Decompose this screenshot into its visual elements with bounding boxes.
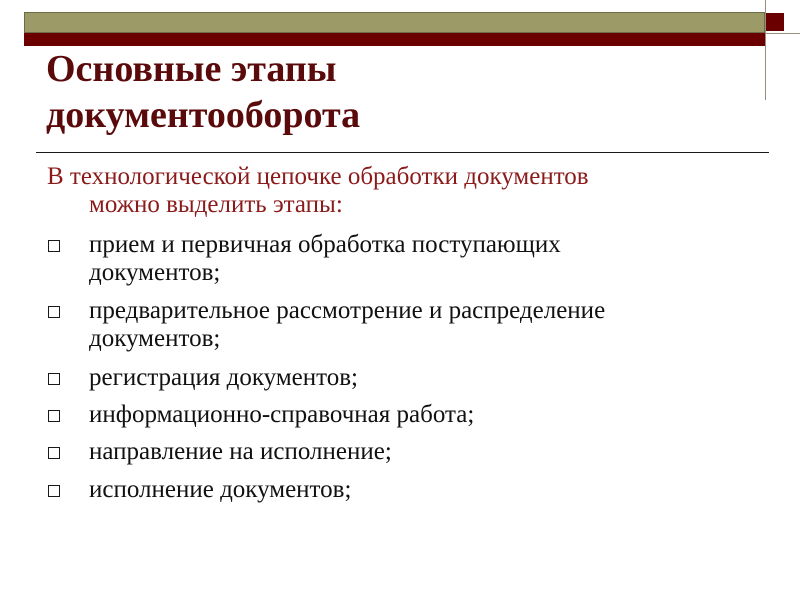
bullet-line: предварительное рассмотрение и распределение bbox=[89, 297, 606, 324]
hollow-square-icon bbox=[48, 485, 60, 497]
bullet-text bbox=[89, 297, 749, 353]
bullet-line: исполнение документов; bbox=[89, 476, 352, 503]
slide-title-line-2: документооборота bbox=[46, 94, 361, 136]
bullet-text bbox=[89, 364, 749, 392]
bullet-line: документов; bbox=[89, 325, 221, 352]
intro-line-1: В технологической цепочке обработки документов bbox=[47, 163, 589, 190]
corner-horizontal-line bbox=[765, 33, 800, 34]
bullet-text bbox=[89, 438, 749, 466]
bullet-line: информационно-справочная работа; bbox=[89, 401, 475, 428]
bullet-text bbox=[89, 476, 749, 504]
bullet-line: документов; bbox=[89, 259, 221, 286]
bullet-line: регистрация документов; bbox=[89, 364, 358, 391]
bullet-line: прием и первичная обработка поступающих bbox=[89, 231, 561, 258]
corner-vertical-line bbox=[765, 0, 766, 100]
intro-text bbox=[47, 163, 767, 219]
title-divider bbox=[36, 152, 769, 153]
hollow-square-icon bbox=[48, 447, 60, 459]
hollow-square-icon bbox=[48, 373, 60, 385]
hollow-square-icon bbox=[48, 410, 60, 422]
slide-title-line-1: Основные этапы bbox=[46, 48, 337, 90]
hollow-square-icon bbox=[48, 240, 60, 252]
corner-square bbox=[766, 13, 784, 31]
bullet-text bbox=[89, 231, 749, 287]
intro-line-2: можно выделить этапы: bbox=[89, 191, 343, 218]
bullet-line: направление на исполнение; bbox=[89, 438, 392, 465]
hollow-square-icon bbox=[48, 306, 60, 318]
bullet-text bbox=[89, 401, 749, 429]
header-band-maroon bbox=[24, 33, 765, 46]
header-band-olive bbox=[24, 12, 765, 33]
slide-title bbox=[46, 46, 746, 138]
